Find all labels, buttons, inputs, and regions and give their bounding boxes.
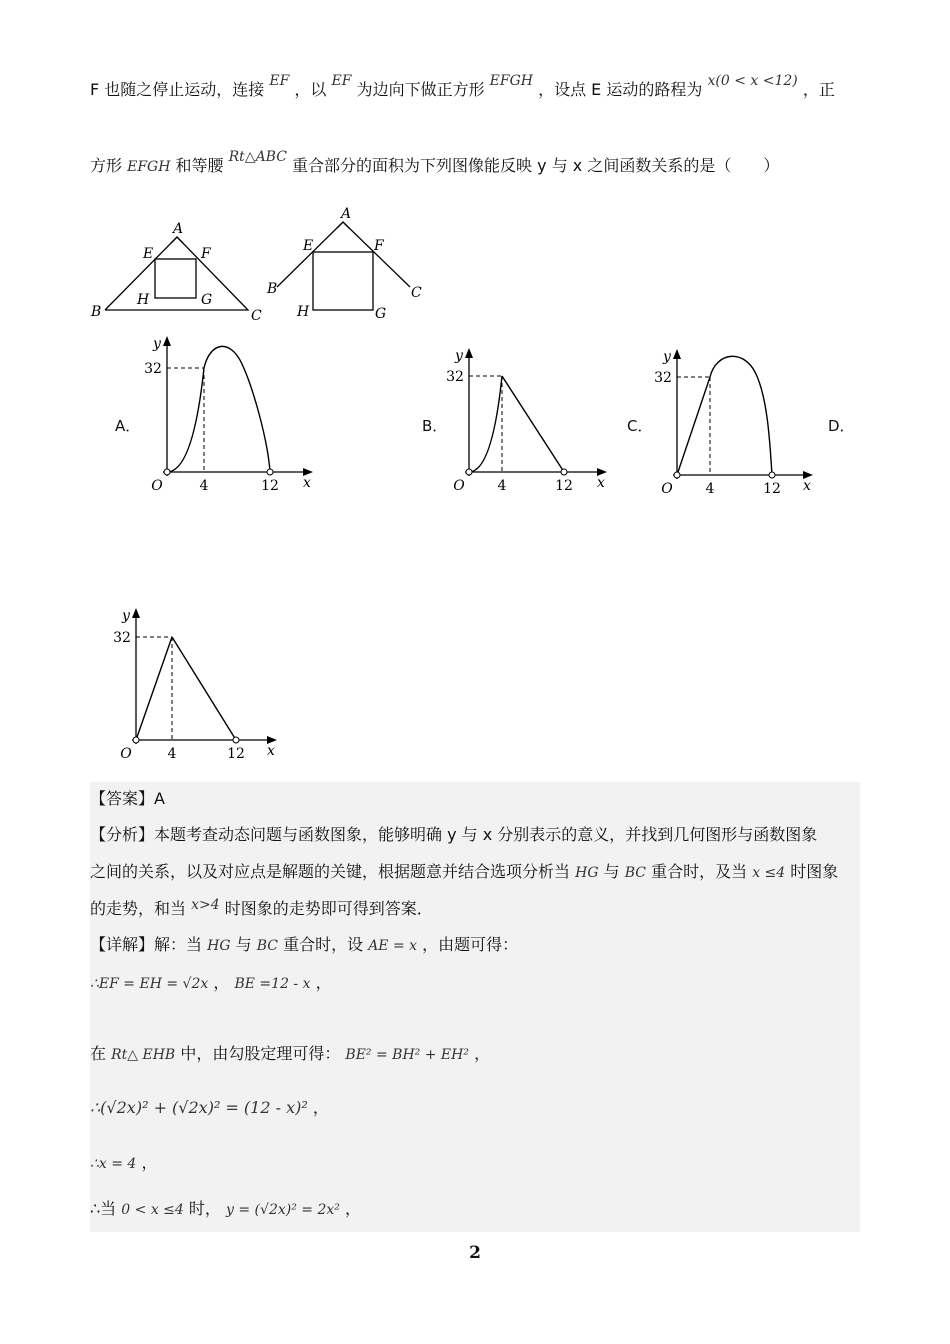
math-ae: AE = x <box>368 938 418 954</box>
text: 与 <box>603 862 620 881</box>
graph-option-b <box>445 345 610 495</box>
equation-4 <box>90 1150 157 1173</box>
text: 之间的关系，以及对应点是解题的关键，根据题意并结合选项分析当 <box>90 862 571 881</box>
text: 方形 <box>90 156 123 175</box>
math-efgh: EFGH <box>127 159 171 175</box>
label-a: A <box>341 206 352 222</box>
equation-2 <box>90 1041 490 1064</box>
series-segment-2 <box>204 346 270 472</box>
analysis-line-1: 【分析】本题考查动态问题与函数图象，能够明确 y 与 x 分别表示的意义，并找到几何图形与函数图象 <box>90 825 818 844</box>
math-hg: HG <box>207 938 231 954</box>
y-axis-label: y <box>663 349 671 365</box>
text: 时， <box>188 1199 221 1218</box>
label-g: G <box>201 292 213 308</box>
tick-label-4: 4 <box>705 481 715 497</box>
label-e: E <box>303 238 314 254</box>
label-f: F <box>374 238 384 254</box>
y-axis-arrow <box>163 336 171 346</box>
y-axis-arrow <box>132 608 140 618</box>
tick-label-4: 4 <box>199 478 209 494</box>
text: ， <box>213 973 230 992</box>
answer: 【答案】A <box>90 789 165 808</box>
label-h: H <box>297 304 310 320</box>
math-rt-triangle: Rt△ EHB <box>111 1047 176 1063</box>
math-eq: y = (√2x)² = 2x² <box>226 1202 340 1218</box>
tick-label-12: 12 <box>227 746 245 762</box>
endpoint-origin <box>674 472 680 478</box>
text: 重合时，及当 <box>651 862 748 881</box>
math-range: x(0 < x <12) <box>707 73 798 89</box>
text: 为边向下做正方形 <box>356 80 485 99</box>
series-segment-2 <box>172 637 236 740</box>
text: ， <box>141 1153 158 1172</box>
text: 时图象 <box>790 862 839 881</box>
math-ef: EF <box>331 73 352 89</box>
graph-option-a <box>140 335 315 495</box>
label-b: B <box>267 281 278 297</box>
equation-5 <box>90 1196 361 1219</box>
math-bc: BC <box>624 865 646 881</box>
equation-1 <box>90 970 332 993</box>
endpoint-12 <box>561 469 567 475</box>
math-eq: 0 < x ≤4 <box>121 1202 184 1218</box>
text: F 也随之停止运动，连接 <box>90 80 265 99</box>
text: 【详解】解：当 <box>90 935 203 954</box>
y-axis-label: y <box>455 348 463 364</box>
label-h: H <box>137 292 150 308</box>
analysis-line-2 <box>90 859 838 882</box>
math-hg: HG <box>575 865 599 881</box>
tick-label-32: 32 <box>113 630 131 646</box>
math-eq: BE =12 - x <box>234 976 311 992</box>
math-eq: BE² = BH² + EH² <box>345 1047 469 1063</box>
tick-label-12: 12 <box>763 481 781 497</box>
label-g: G <box>375 306 387 322</box>
math-eq: ∴x = 4 <box>90 1156 137 1172</box>
graph-option-c <box>655 347 815 497</box>
series-segment-2 <box>502 376 564 472</box>
endpoint-origin <box>133 737 139 743</box>
question-line-1 <box>90 73 835 101</box>
y-axis-arrow <box>465 348 473 358</box>
math-eq: ∴EF = EH = √2x <box>90 976 209 992</box>
tick-label-4: 4 <box>497 478 507 494</box>
analysis-line-3 <box>90 896 433 919</box>
text: 重合时，设 <box>283 935 364 954</box>
series-segment-1 <box>136 637 172 740</box>
text: ，设点 E 运动的路程为 <box>538 80 703 99</box>
origin-label: O <box>453 478 465 494</box>
question-line-2 <box>90 149 780 177</box>
math-eq: ∴(√2x)² + (√2x)² = (12 - x)² <box>90 1098 308 1117</box>
tick-label-32: 32 <box>446 369 464 385</box>
text: 重合部分的面积为下列图像能反映 y 与 x 之间函数关系的是（ ） <box>292 156 780 175</box>
text: ， <box>312 1098 329 1117</box>
series-segment-2 <box>710 356 772 475</box>
text: 中，由勾股定理可得： <box>180 1044 341 1063</box>
page-number: 2 <box>469 1243 481 1263</box>
label-c: C <box>411 285 422 301</box>
text: ∴当 <box>90 1199 117 1218</box>
endpoint-12 <box>267 469 273 475</box>
tick-label-32: 32 <box>144 361 162 377</box>
math-condition: x ≤4 <box>752 865 786 881</box>
series-segment-1 <box>469 376 502 472</box>
endpoint-origin <box>164 469 170 475</box>
series-segment-1 <box>677 377 710 475</box>
detail-line-1 <box>90 932 518 955</box>
endpoint-origin <box>466 469 472 475</box>
text: 的走势，和当 <box>90 899 187 918</box>
label-b: B <box>91 304 102 320</box>
text: 和等腰 <box>175 156 224 175</box>
text: 与 <box>235 935 252 954</box>
tick-label-12: 12 <box>261 478 279 494</box>
y-axis-label: y <box>122 608 130 624</box>
tick-label-4: 4 <box>167 746 177 762</box>
origin-label: O <box>120 746 132 762</box>
label-e: E <box>143 246 154 262</box>
graph-option-d <box>115 605 280 760</box>
option-d-label[interactable]: D． <box>828 417 855 435</box>
x-axis-label: x <box>803 478 811 494</box>
equation-3 <box>90 1095 329 1118</box>
text: ，以 <box>294 80 327 99</box>
triangle-figures <box>85 200 435 330</box>
math-rt-triangle: Rt△ABC <box>228 149 287 165</box>
label-a: A <box>173 221 184 237</box>
math-condition: x>4 <box>191 897 220 913</box>
text: ，由题可得： <box>422 935 519 954</box>
solution-panel <box>90 782 860 1232</box>
option-b-label[interactable]: B． <box>422 417 448 435</box>
text: ， <box>474 1044 491 1063</box>
y-axis-arrow <box>673 349 681 359</box>
option-a-label[interactable]: A． <box>115 417 141 435</box>
text: ， <box>344 1199 361 1218</box>
origin-label: O <box>151 478 163 494</box>
text: ，正 <box>802 80 835 99</box>
y-axis-label: y <box>153 336 161 352</box>
text: ， <box>315 973 332 992</box>
option-c-label[interactable]: C． <box>627 417 653 435</box>
text: 在 <box>90 1044 107 1063</box>
text: 时图象的走势即可得到答案． <box>224 899 433 918</box>
label-c: C <box>251 308 262 324</box>
math-bc: BC <box>256 938 278 954</box>
origin-label: O <box>661 481 673 497</box>
math-efgh: EFGH <box>489 73 533 89</box>
endpoint-12 <box>233 737 239 743</box>
math-ef: EF <box>269 73 290 89</box>
x-axis-label: x <box>303 475 311 491</box>
label-f: F <box>201 246 211 262</box>
series-segment-1 <box>167 368 204 472</box>
endpoint-12 <box>769 472 775 478</box>
x-axis-label: x <box>597 475 605 491</box>
tick-label-32: 32 <box>654 370 672 386</box>
x-axis-label: x <box>267 743 275 759</box>
tick-label-12: 12 <box>555 478 573 494</box>
